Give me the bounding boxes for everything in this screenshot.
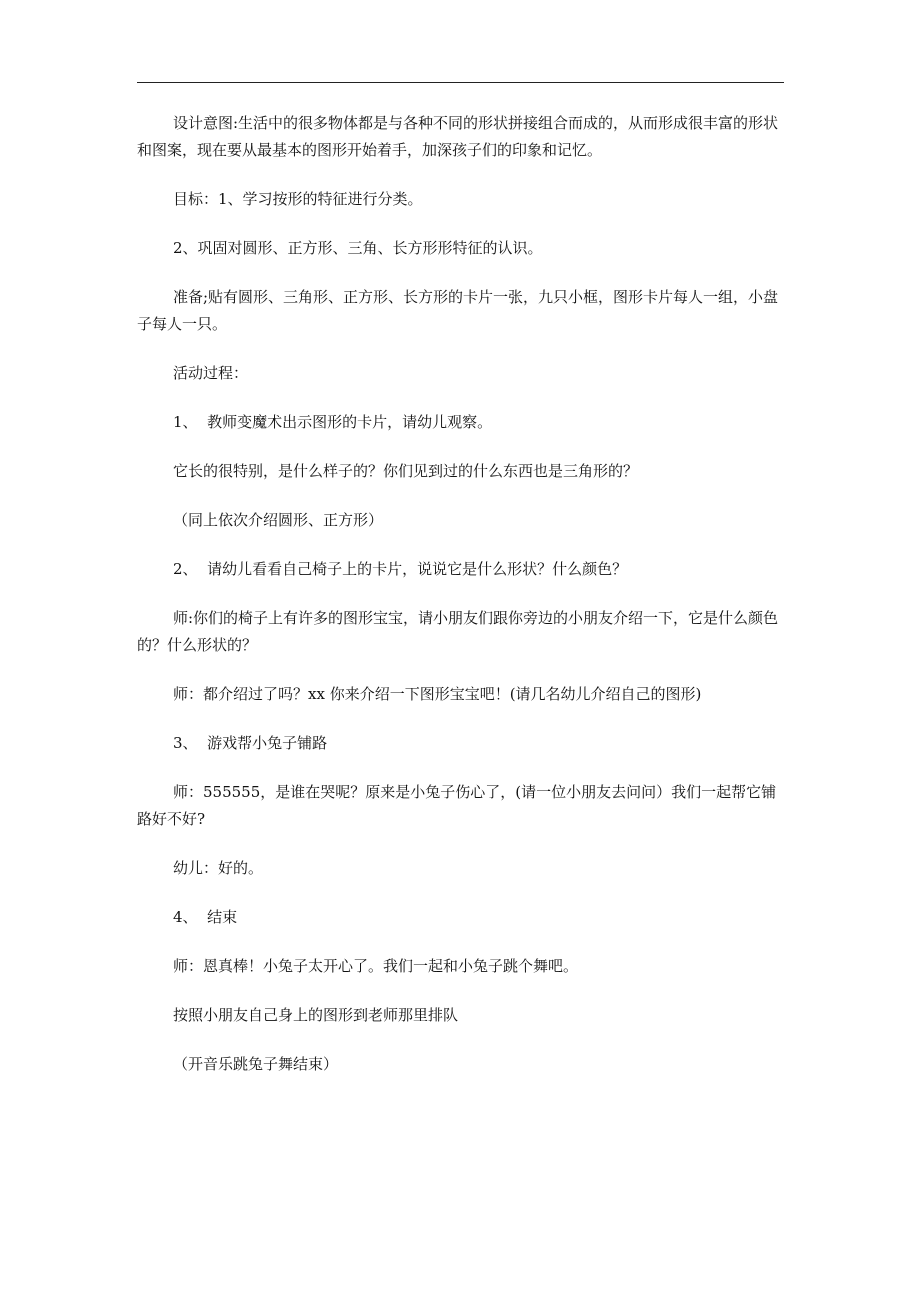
paragraph-line-up: 按照小朋友自己身上的图形到老师那里排队 xyxy=(173,1006,459,1024)
paragraph-teacher-crying: 师：555555，是谁在哭呢？原来是小兔子伤心了，(请一位小朋友去问问）我们一起帮它铺路好不好? xyxy=(137,783,777,828)
header-rule xyxy=(137,82,784,83)
paragraph-step-3: 3、 游戏帮小兔子铺路 xyxy=(173,734,328,752)
document-body xyxy=(137,110,784,1100)
paragraph-preparation: 准备;贴有圆形、三角形、正方形、长方形的卡片一张，九只小框，图形卡片每人一组，小盘子每人一只。 xyxy=(137,288,779,333)
paragraph-teacher-ask: 师：都介绍过了吗？xx 你来介绍一下图形宝宝吧！(请几名幼儿介绍自己的图形) xyxy=(173,685,702,703)
paragraph-goal-1: 目标：1、学习按形的特征进行分类。 xyxy=(173,190,423,208)
paragraph-teacher-praise: 师：恩真棒！小兔子太开心了。我们一起和小兔子跳个舞吧。 xyxy=(173,957,579,975)
paragraph-question: 它长的很特别，是什么样子的？你们见到过的什么东西也是三角形的？ xyxy=(173,462,639,480)
paragraph-step-1: 1、 教师变魔术出示图形的卡片，请幼儿观察。 xyxy=(173,413,493,431)
paragraph-design-intent: 设计意图:生活中的很多物体都是与各种不同的形状拼接组合而成的，从而形成很丰富的形状和图案，现在要从最基本的图形开始着手，加深孩子们的印象和记忆。 xyxy=(137,114,779,159)
paragraph-teacher-intro: 师:你们的椅子上有许多的图形宝宝，请小朋友们跟你旁边的小朋友介绍一下，它是什么颜色的？什么形状的？ xyxy=(137,609,779,654)
paragraph-note-shapes: （同上依次介绍圆形、正方形） xyxy=(173,511,384,529)
paragraph-step-2: 2、 请幼儿看看自己椅子上的卡片，说说它是什么形状？什么颜色？ xyxy=(173,560,628,578)
paragraph-process-heading: 活动过程： xyxy=(173,364,249,382)
paragraph-child-reply: 幼儿：好的。 xyxy=(173,859,264,877)
paragraph-goal-2: 2、巩固对圆形、正方形、三角、长方形形特征的认识。 xyxy=(173,239,543,257)
paragraph-step-4: 4、 结束 xyxy=(173,908,238,926)
paragraph-music-end: （开音乐跳兔子舞结束） xyxy=(173,1055,339,1073)
